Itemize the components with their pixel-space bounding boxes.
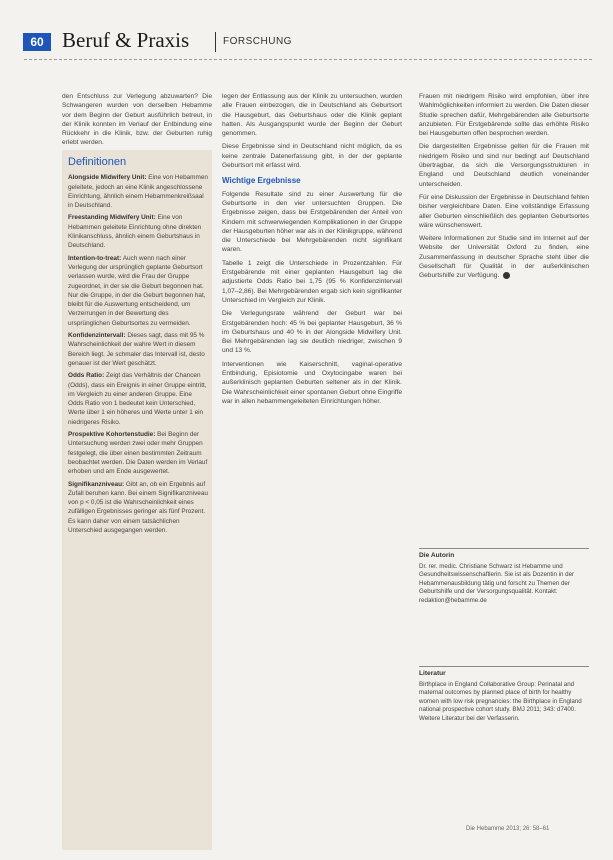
definition-term: Konfidenzintervall: <box>68 332 126 340</box>
definition-text: Zeigt das Verhältnis der Chancen (Odds), dass ein Ereignis in einer Gruppe eintritt, im Vergleich zu einer anderen Gruppe. Eine Odds Ratio von 1 bedeutet kein Unterschied, Werte über 1 ein höheres und Werte unter 1 ein niedrigeres Risiko. <box>68 372 207 426</box>
results-paragraph: Die Verlegungsrate während der Geburt war bei Erstgebärenden hoch: 45 % bei geplanter Hausgeburt, 36 % im Geburtshaus und 40 % in der Alongside Midwifery Unit. Bei Mehrgebärenden lag sie deutlich niedriger, zwischen 9 und 13 %. <box>222 310 402 355</box>
column-3-paragraph <box>419 234 589 280</box>
literature-box-rule <box>419 666 589 667</box>
author-box-rule <box>419 548 589 549</box>
definition-term: Intention-to-treat: <box>68 254 122 262</box>
definition-item <box>68 480 208 536</box>
column-2-paragraph: legen der Entlassung aus der Klinik zu untersuchen, wurden alle Frauen einbezogen, die in Deutschland als Geburtsort die Hausgeburt, das Geburtshaus oder die Klinik geplant hatten. Als Ausgangspunkt wurde der Beginn der Geburt genommen. <box>222 93 402 138</box>
author-heading: Die Autorin <box>419 552 455 559</box>
definitions-box <box>62 150 212 850</box>
definition-item <box>68 430 208 476</box>
page-footer: Die Hebamme 2013; 26: 58–61 <box>466 826 550 832</box>
definition-term: Odds Ratio: <box>68 372 105 380</box>
definition-text: Bei Beginn der Untersuchung werden zwei oder mehr Gruppen festgelegt, die über einen bestimmten Zeitraum beobachtet werden. Die Daten werden im Verlauf erhoben und am Ende ausgewertet. <box>68 431 208 476</box>
definition-item <box>68 331 208 368</box>
column-3-paragraph: Frauen mit niedrigem Risiko wird empfohlen, über ihre Wahlmöglichkeiten informiert zu werden. Die Daten dieser Studie sprechen dafür, Mehrgebärenden alle Geburtsorte anzubieten. Für Erstgebärende sollte das erhöhte Risiko bei Hausgeburten offen besprochen werden. <box>419 93 589 138</box>
definitions-list <box>68 173 208 535</box>
definitions-heading: Definitionen <box>68 156 127 168</box>
definition-item <box>68 254 208 328</box>
column-3-closing-text: Weitere Informationen zur Studie sind im Internet auf der Website der Universität Oxford zu finden, eine Zusammenfassung in deutscher Sprache steht über die Gesellschaft für Qualität in der außerklinischen Geburtshilfe zur Verfügung. <box>419 235 589 280</box>
results-paragraph: Interventionen wie Kaiserschnitt, vaginal-operative Entbindung, Episiotomie und Oxytocingabe waren bei außerklinisch geplanten Geburten seltener als in der Klinik. Die Wahrscheinlichkeit einer spontanen Geburt ohne Eingriffe war in allen hebammengeleiteten Einrichtungen höher. <box>222 360 402 405</box>
author-box <box>419 548 589 606</box>
column-2-paragraph: Diese Ergebnisse sind in Deutschland nicht möglich, da es keine zentrale Datenerfassung gibt, in der der geplante Geburtsort mit erfasst wird. <box>222 143 402 170</box>
end-of-article-icon <box>503 272 510 279</box>
column-3 <box>419 92 589 285</box>
literature-heading: Literatur <box>419 670 446 677</box>
definition-item <box>68 371 208 427</box>
definition-item <box>68 173 208 210</box>
definition-text: Gibt an, ob ein Ergebnis auf Zufall beruhen kann. Bei einem Signifikanzniveau von p < 0,05 ist die Wahrscheinlichkeit eines zufälligen Ergebnisses geringer als fünf Prozent. Es kann daher von einem tatsächlichen Unterschied ausgegangen werden. <box>68 480 208 534</box>
definition-term: Prospektive Kohortenstudie: <box>68 431 156 439</box>
section-title: Beruf & Praxis <box>62 28 190 52</box>
results-paragraph: Tabelle 1 zeigt die Unterschiede in Prozentzahlen. Für Erstgebärende mit einer geplanten Hausgeburt lag die adjustierte Odds Ratio bei 1,75 (95 % Konfidenzintervall 1,07–2,86). Bei Mehrgebärenden ergab sich kein signifikanter Unterschied im Vergleich zur Klinik. <box>222 259 402 304</box>
results-heading: Wichtige Ergebnisse <box>222 176 301 186</box>
results-paragraph: Folgende Resultate sind zu einer Auswertung für die Geburtsorte in den vier untersuchten Gruppen. Die Ergebnisse zeigen, dass bei Erstgebärenden der Anteil von Kindern mit schwerwiegenden Komplikationen in der Gruppe der Hausgeburten höher war als in der Klinikgruppe, während die Unterschiede bei Mehrgebärenden nicht signifikant waren. <box>222 190 402 254</box>
page-number: 60 <box>23 33 51 51</box>
definition-text: Eine von Hebammen geleitete, jedoch an eine Klinik angeschlossene Einrichtung, ähnlich einem Hebammenkreißsaal in Deutschland. <box>68 174 208 210</box>
definition-term: Signifikanzniveau: <box>68 480 125 488</box>
author-text: Dr. rer. medic. Christiane Schwarz ist Hebamme und Gesundheitswissenschaftlerin. Sie ist als Dozentin in der Hebammenausbildung tätig und forscht zu Themen der Geburtshilfe und der Versorgungsqualität. Kontakt: redaktion@hebamme.de <box>419 562 575 604</box>
definition-item <box>68 213 208 250</box>
header-divider <box>215 32 216 52</box>
definition-text: Eine von Hebammen geleitete Einrichtung ohne direkten Klinikanschluss, ähnlich einem Geburtshaus in Deutschland. <box>68 214 202 250</box>
literature-text: Birthplace in England Collaborative Group: Perinatal and maternal outcomes by planned place of birth for healthy women with low risk pregnancies: the Birthplace in England national prospective cohort study. BMJ 2011; 343: d7400. Weitere Literatur bei der Verfasserin. <box>419 680 582 722</box>
column-2 <box>222 92 402 410</box>
definition-text: Dieses sagt, dass mit 95 % Wahrscheinlichkeit der wahre Wert in diesem Bereich liegt. Je schmaler das Intervall ist, desto genauer ist der Wert geschätzt. <box>68 332 205 367</box>
column-1 <box>62 92 212 152</box>
section-subtitle: FORSCHUNG <box>223 36 292 47</box>
definition-text: Auch wenn nach einer Verlegung der ursprünglich geplante Geburtsort verlassen wurde, wird die Frau der Gruppe zugeordnet, in der sie die Geburt begonnen hat. Nur die Gruppe, in der die Geburt begonnen hat, bleibt für die Auswertung entscheidend, um Verzerrungen in der Bewertung des ursprünglichen Geburtsortes zu vermeiden. <box>68 254 206 327</box>
column-3-paragraph: Die dargestellten Ergebnisse gelten für die Frauen mit niedrigem Risiko und sind nur bedingt auf Deutschland übertragbar, da sich die Versorgungsstrukturen in England und Deutschland deutlich voneinander unterscheiden. <box>419 143 589 188</box>
definition-term: Freestanding Midwifery Unit: <box>68 214 156 222</box>
column-1-intro: den Entschluss zur Verlegung abzuwarten? Die Schwangeren wurden von derselben Hebamme vor dem Beginn der Geburt ausführlich betreut, in der Klinik konnten im Verlauf der Entbindung eine Rückkehr in die Klinik, bzw. der Geburten ruhig erlebt werden. <box>62 93 212 147</box>
column-3-paragraph: Für eine Diskussion der Ergebnisse in Deutschland fehlen bisher vergleichbare Daten. Eine vollständige Erfassung aller Geburten einschließlich des geplanten Geburtsortes wäre wünschenswert. <box>419 193 589 229</box>
literature-box <box>419 666 589 724</box>
definition-term: Alongside Midwifery Unit: <box>68 174 147 182</box>
header-rule <box>24 59 592 60</box>
